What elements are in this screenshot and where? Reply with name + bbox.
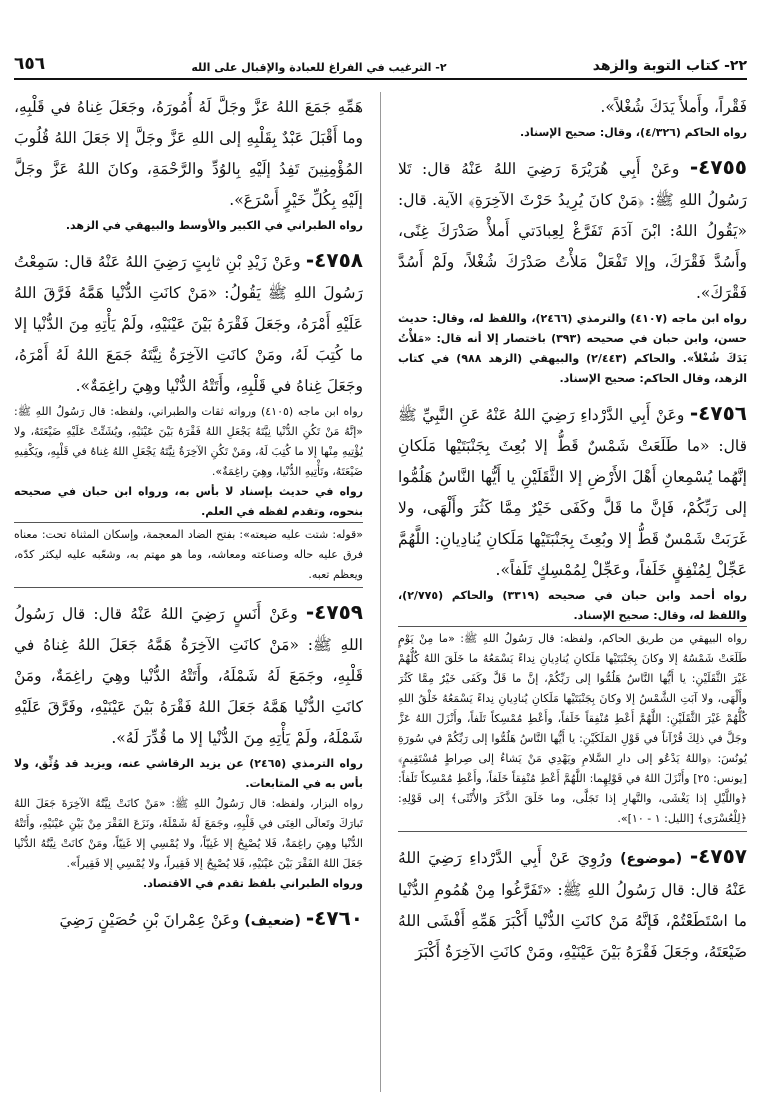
hadith-extended-note: رواه البيهقي من طريق الحاكم، ولفظه: قال رَسُولُ اللهِ ﷺ: «ما مِنْ يَوْمٍ طَلَعَتْ شَمْسُهُ إلا وكانَ بِجَنْبَتَيْها مَلَكانِ يُنادِيانِ نِداءً يَسْمَعُهُ ما خَلَقَ اللهُ كُلُّهُمْ غَيْرَ الثَّقَلَيْنِ: يا أَيُّها النَّاسُ هَلُمُّوا إلى رَبِّكُمْ، إنَّ ما قَلَّ وكَفَى خَيْرٌ مِمَّا كَثُرَ وأَلْهَى، ولا آبَتِ الشَّمْسُ إلا وكانَ بِجَنْبَتَيْها مَلَكانِ يُنادِيانِ نِداءً يَسْمَعُهُ خَلْقُ اللهِ كُلُّهُمْ غَيْرَ الثَّقَلَيْنِ: اللَّهُمَّ أَعْطِ مُنْفِقاً خَلَفاً، وأَعْطِ مُمْسِكاً تَلَفاً، وأَنْزَلَ اللهُ عَزَّ وجَلَّ في ذلِكَ قُرْآناً في قَوْلِ المَلَكَيْنِ: يا أَيُّها النَّاسُ هَلُمُّوا إلى رَبِّكُمْ في سُورَةِ يُونُسَ: ﴿واللهُ يَدْعُو إلى دارِ السَّلامِ ويَهْدِي مَنْ يَشاءُ إلى صِراطٍ مُسْتَقِيمٍ﴾ [يونس: ٢٥] وأَنْزَلَ اللهُ في قَوْلِهِما: اللَّهُمَّ أَعْطِ مُنْفِقاً خَلَفاً، وأَعْطِ مُمْسِكاً تَلَفاً: ﴿واللَّيْلِ إذا يَغْشَى، والنَّهارِ إذا تَجَلَّى، وما خَلَقَ الذَّكَرَ والأُنْثَى﴾ إلى قَوْلِهِ: ﴿لِلْعُسْرَى﴾ [الليل: ١ - ١٠]».	[398, 626, 747, 832]
hadith-note: رواه الترمذي (٢٤٦٥) عن يزيد الرقاشي عنه، ويزيد قد وُثِّق، ولا بأس به في المتابعات.	[14, 757, 363, 790]
hadith-text: وعَنْ أَبِي هُرَيْرَةَ رَضِيَ اللهُ عَنْهُ قال: تَلا رَسُولُ اللهِ ﷺ: ﴿مَنْ كانَ يُرِيدُ حَرْثَ الآخِرَةِ﴾ الآية. قال: «يَقُولُ اللهُ: ابْنَ آدَمَ تَفَرَّغْ لِعِبادَتي أَملأْ صَدْرَكَ غِنًى، وأَسُدَّ فَقْرَكَ، وإلا تَفْعَلْ مَلأْتُ صَدْرَكَ شُغْلاً، ولَمْ أَسُدَّ فَقْرَكَ».	[398, 160, 747, 302]
left-column	[14, 92, 363, 1094]
hadith-grade: (موضوع)	[620, 851, 683, 867]
hadith-4759	[14, 597, 363, 894]
hadith-number: ٤٧٦٠-	[305, 906, 363, 930]
hadith-4757	[398, 841, 747, 968]
hadith-4758	[14, 245, 363, 588]
hadith-note: رواه في حديث بإسناد لا بأس به، ورواه ابن حبان في صحيحه بنحوه، وتقدم لفظه في العلم.	[14, 485, 363, 518]
hadith-4754-note: رواه الحاكم (٤/٣٢٦)، وقال: صحيح الإسناد.	[520, 126, 747, 139]
hadith-number: ٤٧٥٧-	[689, 844, 747, 868]
hadith-4757-tail: هَمِّهِ جَمَعَ اللهُ عَزَّ وجَلَّ لَهُ أُمُورَهُ، وجَعَلَ غِناهُ في قَلْبِهِ، وما أَقْبَلَ عَبْدٌ بِقَلْبِهِ إلى اللهِ عَزَّ وجَلَّ إلا جَعَلَ اللهُ قُلُوبَ المُؤْمِنِينَ تَفِدُ إلَيْهِ بِالوُدِّ والرَّحْمَةِ، وكانَ اللهُ عَزَّ وجَلَّ إلَيْهِ بِكُلِّ خَيْرٍ أَسْرَعَ».	[14, 98, 363, 209]
column-divider	[380, 92, 381, 1092]
hadith-note: رواه ابن ماجه (٤١٠٥) ورواته ثقات والطبراني، ولفظه: قال رَسُولُ اللهِ ﷺ: «إنَّهُ مَنْ تَكُنِ الدُّنْيا نِيَّتَهُ يَجْعَلِ اللهُ فَقْرَهُ بَيْنَ عَيْنَيْهِ، ويُشَتِّتْ عَلَيْهِ ضَيْعَتَهُ، ولا يُؤْتِيهِ مِنْها إلا ما كُتِبَ لَهُ، ومَنْ تَكُنِ الآخِرَةُ نِيَّتَهُ يَجْعَلِ اللهُ غِناهُ في قَلْبِهِ، ويَكْفِيهِ ضَيْعَتَهُ، وتَأْتِيهِ الدُّنْيا، وهِيَ راغِمَةٌ».	[14, 405, 363, 478]
page-number: ٦٥٦	[14, 54, 46, 74]
right-column	[398, 92, 747, 1094]
hadith-4755	[398, 152, 747, 389]
hadith-number: ٤٧٥٨-	[305, 248, 363, 272]
hadith-4756	[398, 398, 747, 832]
hadith-note: رواه البزار، ولفظه: قال رَسُولُ اللهِ ﷺ: «مَنْ كانَتْ نِيَّتُهُ الآخِرَةَ جَعَلَ اللهُ تَبارَكَ وتَعالَى الغِنَى في قَلْبِهِ، وجَمَعَ لَهُ شَمْلَهُ، ونَزَعَ الفَقْرَ مِنْ بَيْنِ عَيْنَيْهِ، وأَتَتْهُ الدُّنْيا وهِيَ راغِمَةٌ، فَلا يُصْبِحُ إلا غَنِيّاً، ولا يُمْسِي إلا غَنِيّاً، ومَنْ كانَتْ نِيَّتُهُ الدُّنْيا جَعَلَ اللهُ الفَقْرَ بَيْنَ عَيْنَيْهِ، فَلا يُصْبِحُ إلا فَقِيراً، ولا يُمْسِي إلا فَقِيراً».	[14, 797, 363, 870]
hadith-4754-tail: فَقْراً، وأَملأَ يَدَكَ شُغْلاً».	[600, 98, 747, 116]
book-title: ٢٢- كتاب التوبة والزهد	[592, 58, 747, 74]
hadith-4760	[14, 903, 363, 937]
hadith-number: ٤٧٥٥-	[689, 155, 747, 179]
hadith-text: وعَنْ عِمْرانَ بْنِ حُصَيْنٍ رَضِيَ	[59, 911, 240, 929]
hadith-number: ٤٧٥٩-	[305, 600, 363, 624]
hadith-text: ورُوِيَ عَنْ أَبِي الدَّرْداءِ رَضِيَ اللهُ عَنْهُ قال: قال رَسُولُ اللهِ ﷺ: «تَفَرَّغُوا مِنْ هُمُومِ الدُّنْيا ما اسْتَطَعْتُمْ، فَإنَّهُ مَنْ كانَتِ الدُّنْيا أَكْبَرَ هَمِّهِ أَفْشَى اللهُ ضَيْعَتَهُ، وجَعَلَ فَقْرَهُ بَيْنَ عَيْنَيْهِ، ومَنْ كانَتِ الآخِرَةُ أَكْبَرَ	[398, 849, 747, 961]
word-explanation: «قوله: شتت عليه ضيعته»: بفتح الضاد المعجمة، وإسكان المثناة تحت: معناه فرق عليه حاله وصناعته ومعاشه، وما هو مهتم به، وشعّبه عليه ليكثر كدّه، ويعظم تعبه.	[14, 522, 363, 588]
chapter-title: ٢- الترغيب في الفراغ للعبادة والإقبال على الله	[191, 61, 447, 74]
hadith-note: ورواه الطبراني بلفظ تقدم في الاقتصاد.	[143, 877, 363, 890]
hadith-note: رواه ابن ماجه (٤١٠٧) والترمذي (٢٤٦٦)، واللفظ له، وقال: حديث حسن، وابن حبان في صحيحه (٣٩٣) باختصار إلا أنه قال: «مَلأْتُ يَدَكَ شُغْلاً». والحاكم (٢/٤٤٣) والبيهقي (الزهد ٩٨٨) في كتاب الزهد، وقال الحاكم: صحيح الإسناد.	[398, 312, 747, 385]
hadith-text: وعَنْ زَيْدِ بْنِ ثابِتٍ رَضِيَ اللهُ عَنْهُ قال: سَمِعْتُ رَسُولَ اللهِ ﷺ يَقُولُ: «مَنْ كانَتِ الدُّنْيا هَمَّهُ فَرَّقَ اللهُ عَلَيْهِ أَمْرَهُ، وجَعَلَ فَقْرَهُ بَيْنَ عَيْنَيْهِ، ولَمْ يَأْتِهِ مِنَ الدُّنْيا إلا ما كُتِبَ لَهُ، ومَنْ كانَتِ الآخِرَةُ نِيَّتَهُ جَمَعَ اللهُ لَهُ أَمْرَهُ، وجَعَلَ غِناهُ في قَلْبِهِ، وأَتَتْهُ الدُّنْيا وهِيَ راغِمَةٌ».	[14, 253, 363, 395]
page-header	[14, 46, 747, 80]
hadith-4757-note: رواه الطبراني في الكبير والأوسط والبيهقي في الزهد.	[65, 219, 363, 232]
hadith-text: وعَنْ أَنَسٍ رَضِيَ اللهُ عَنْهُ قال: قال رَسُولُ اللهِ ﷺ: «مَنْ كانَتِ الآخِرَةُ هَمَّهُ جَعَلَ اللهُ غِناهُ في قَلْبِهِ، وجَمَعَ لَهُ شَمْلَهُ، وأَتَتْهُ الدُّنْيا وهِيَ راغِمَةٌ، ومَنْ كانَتِ الدُّنْيا هَمَّهُ جَعَلَ اللهُ فَقْرَهُ بَيْنَ عَيْنَيْهِ، وفَرَّقَ عَلَيْهِ شَمْلَهُ، ولَمْ يَأْتِهِ مِنَ الدُّنْيا إلا ما قُدِّرَ لَهُ».	[14, 605, 363, 747]
hadith-number: ٤٧٥٦-	[689, 401, 747, 425]
hadith-grade: (ضعيف)	[244, 913, 301, 929]
hadith-text: وعَنْ أَبِي الدَّرْداءِ رَضِيَ اللهُ عَنْهُ عَنِ النَّبِيِّ ﷺ قال: «ما طَلَعَتْ شَمْسٌ قَطُّ إلا بُعِثَ بِجَنْبَتَيْها مَلَكانِ إنَّهُما يُسْمِعانِ أَهْلَ الأَرْضِ إلا الثَّقَلَيْنِ يا أَيُّها النَّاسُ هَلُمُّوا إلى رَبِّكُمْ، فَإنَّ ما قَلَّ وكَفَى خَيْرٌ مِمَّا كَثُرَ وأَلْهَى، ولا غَرَبَتْ شَمْسٌ قَطُّ إلا وبُعِثَ بِجَنْبَتَيْها مَلَكانِ يُنادِيانِ: اللَّهُمَّ عَجِّلْ لِمُنْفِقٍ خَلَفاً، وعَجِّلْ لِمُمْسِكٍ تَلَفاً».	[398, 406, 747, 579]
hadith-note: رواه أحمد وابن حبان في صحيحه (٣٣١٩) والحاكم (٢/٧٧٥)، واللفظ له، وقال: صحيح الإسناد.	[398, 589, 747, 622]
